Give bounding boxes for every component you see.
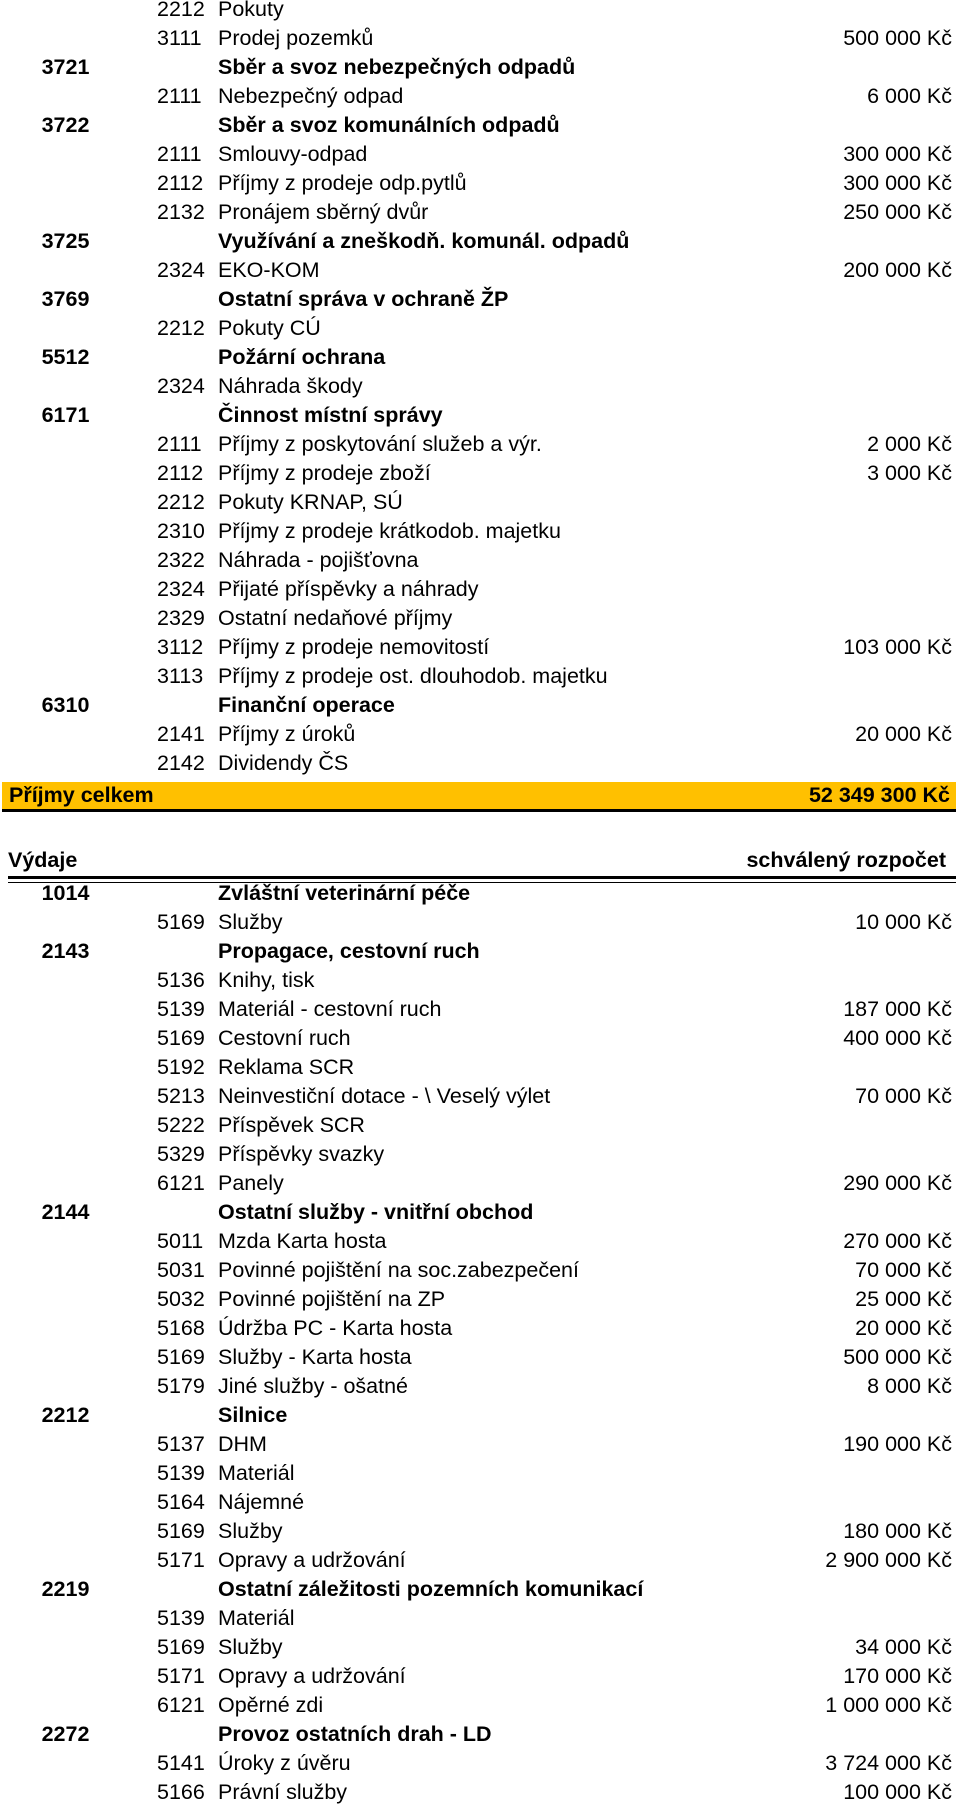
item-label: Dividendy ČS [218,751,349,775]
item-amount: 70 000 Kč [855,1084,952,1108]
item-code: 5329 [157,1142,205,1166]
item-label: Příjmy z prodeje ost. dlouhodob. majetku [218,664,608,688]
item-label: Povinné pojištění na soc.zabezpečení [218,1258,579,1282]
item-code: 5031 [157,1258,205,1282]
line-item [0,198,960,227]
item-label: Úroky z úvěru [218,1751,351,1775]
line-item [0,1082,960,1111]
line-item [0,0,960,24]
item-label: Příjmy z úroků [218,722,356,746]
item-amount: 170 000 Kč [843,1664,952,1688]
item-label: Smlouvy-odpad [218,142,368,166]
item-label: Náhrada škody [218,374,363,398]
section-header [0,1720,960,1749]
section-title: Činnost místní správy [218,403,443,427]
item-code: 2310 [157,519,205,543]
item-code: 2111 [157,432,202,456]
item-label: Nájemné [218,1490,305,1514]
item-code: 5032 [157,1287,205,1311]
line-item [0,430,960,459]
section-header [0,691,960,720]
section-header [0,343,960,372]
item-label: Reklama SCR [218,1055,355,1079]
item-amount: 250 000 Kč [843,200,952,224]
item-amount: 1 000 000 Kč [825,1693,952,1717]
item-code: 2324 [157,258,205,282]
section-code: 6171 [41,403,90,427]
section-title: Ostatní správa v ochraně ŽP [218,287,509,311]
item-code: 5169 [157,1345,205,1369]
item-label: Náhrada - pojišťovna [218,548,419,572]
line-item [0,314,960,343]
section-code: 2143 [41,939,90,963]
item-label: Služby - Karta hosta [218,1345,412,1369]
line-item [0,546,960,575]
item-amount: 190 000 Kč [843,1432,952,1456]
item-label: Příspěvek SCR [218,1113,365,1137]
section-header [0,937,960,966]
item-amount: 70 000 Kč [855,1258,952,1282]
section-header [0,1198,960,1227]
income-total-label: Příjmy celkem [9,783,154,807]
section-code: 3722 [41,113,90,137]
item-code: 5169 [157,1519,205,1543]
line-item [0,372,960,401]
section-title: Finanční operace [218,693,395,717]
item-amount: 20 000 Kč [855,722,952,746]
item-label: EKO-KOM [218,258,320,282]
item-label: Pokuty [218,0,284,21]
item-code: 3111 [157,26,202,50]
section-title: Ostatní záležitosti pozemních komunikací [218,1577,644,1601]
section-code: 1014 [41,881,90,905]
item-code: 2132 [157,200,205,224]
item-amount: 2 900 000 Kč [825,1548,952,1572]
line-item [0,995,960,1024]
line-item [0,1024,960,1053]
item-label: Materiál [218,1606,295,1630]
line-item [0,517,960,546]
section-header [0,879,960,908]
item-code: 5139 [157,997,205,1021]
line-item [0,1459,960,1488]
item-amount: 200 000 Kč [843,258,952,282]
section-header [0,285,960,314]
item-label: Pokuty CÚ [218,316,321,340]
item-code: 5171 [157,1664,205,1688]
item-label: Cestovní ruch [218,1026,351,1050]
line-item [0,604,960,633]
item-label: Prodej pozemků [218,26,374,50]
item-amount: 187 000 Kč [843,997,952,1021]
item-label: Mzda Karta hosta [218,1229,387,1253]
item-code: 2324 [157,577,205,601]
line-item [0,1140,960,1169]
line-item [0,1488,960,1517]
item-amount: 180 000 Kč [843,1519,952,1543]
line-item [0,1691,960,1720]
line-item [0,1662,960,1691]
item-code: 2142 [157,751,205,775]
item-label: DHM [218,1432,267,1456]
item-code: 5166 [157,1780,205,1804]
item-code: 6121 [157,1171,205,1195]
line-item [0,749,960,778]
section-code: 3725 [41,229,90,253]
item-amount: 270 000 Kč [843,1229,952,1253]
item-amount: 500 000 Kč [843,26,952,50]
item-code: 5137 [157,1432,205,1456]
item-code: 3113 [157,664,204,688]
section-code: 2219 [41,1577,90,1601]
item-amount: 3 000 Kč [867,461,952,485]
line-item [0,966,960,995]
line-item [0,662,960,691]
item-label: Údržba PC - Karta hosta [218,1316,453,1340]
line-item [0,24,960,53]
item-code: 5141 [157,1751,205,1775]
item-label: Nebezpečný odpad [218,84,404,108]
item-label: Materiál - cestovní ruch [218,997,442,1021]
item-amount: 2 000 Kč [867,432,952,456]
item-code: 5169 [157,910,205,934]
section-title: Zvláštní veterinární péče [218,881,471,905]
section-title: Využívání a zneškodň. komunál. odpadů [218,229,630,253]
item-code: 6121 [157,1693,205,1717]
item-code: 2112 [157,461,204,485]
item-amount: 300 000 Kč [843,142,952,166]
item-label: Materiál [218,1461,295,1485]
item-code: 5164 [157,1490,205,1514]
item-code: 5213 [157,1084,205,1108]
item-code: 5139 [157,1461,205,1485]
income-total-row [2,782,956,812]
item-label: Přijaté příspěvky a náhrady [218,577,479,601]
section-code: 2144 [41,1200,90,1224]
approved-budget-heading: schválený rozpočet [746,848,946,872]
item-code: 5169 [157,1026,205,1050]
section-code: 5512 [41,345,90,369]
line-item [0,1546,960,1575]
item-code: 5168 [157,1316,205,1340]
item-code: 3112 [157,635,204,659]
line-item [0,256,960,285]
section-code: 2212 [41,1403,90,1427]
line-item [0,720,960,749]
expenses-title: Výdaje [8,848,78,872]
item-amount: 500 000 Kč [843,1345,952,1369]
item-label: Knihy, tisk [218,968,315,992]
line-item [0,1285,960,1314]
item-code: 2212 [157,0,205,21]
section-code: 3769 [41,287,90,311]
item-label: Neinvestiční dotace - \ Veselý výlet [218,1084,551,1108]
item-code: 2329 [157,606,205,630]
line-item [0,1314,960,1343]
item-code: 5011 [157,1229,204,1253]
item-amount: 6 000 Kč [867,84,952,108]
line-item [0,1053,960,1082]
section-code: 6310 [41,693,90,717]
line-item [0,82,960,111]
line-item [0,488,960,517]
line-item [0,1517,960,1546]
section-title: Propagace, cestovní ruch [218,939,480,963]
item-amount: 8 000 Kč [867,1374,952,1398]
item-label: Příjmy z prodeje nemovitostí [218,635,490,659]
section-title: Silnice [218,1403,288,1427]
item-amount: 3 724 000 Kč [825,1751,952,1775]
item-label: Opravy a udržování [218,1548,406,1572]
item-label: Pronájem sběrný dvůr [218,200,429,224]
expenses-header [8,845,956,880]
item-code: 2112 [157,171,204,195]
item-label: Pokuty KRNAP, SÚ [218,490,403,514]
item-code: 2141 [157,722,205,746]
item-label: Služby [218,1519,283,1543]
item-code: 2111 [157,142,202,166]
section-header [0,401,960,430]
line-item [0,1749,960,1778]
line-item [0,1256,960,1285]
item-label: Příjmy z poskytování služeb a výr. [218,432,542,456]
line-item [0,459,960,488]
item-amount: 100 000 Kč [843,1780,952,1804]
item-label: Služby [218,910,283,934]
item-code: 5179 [157,1374,205,1398]
item-code: 5171 [157,1548,205,1572]
section-header [0,1401,960,1430]
line-item [0,1169,960,1198]
item-code: 5169 [157,1635,205,1659]
section-title: Sběr a svoz komunálních odpadů [218,113,560,137]
section-code: 2272 [41,1722,90,1746]
line-item [0,1430,960,1459]
item-code: 5192 [157,1055,205,1079]
section-code: 3721 [41,55,90,79]
item-label: Příjmy z prodeje krátkodob. majetku [218,519,561,543]
item-code: 2322 [157,548,205,572]
item-amount: 400 000 Kč [843,1026,952,1050]
item-code: 5139 [157,1606,205,1630]
item-code: 2111 [157,84,202,108]
line-item [0,1633,960,1662]
item-label: Opravy a udržování [218,1664,406,1688]
line-item [0,1343,960,1372]
item-amount: 300 000 Kč [843,171,952,195]
item-label: Panely [218,1171,284,1195]
line-item [0,1111,960,1140]
section-header [0,1575,960,1604]
section-title: Požární ochrana [218,345,386,369]
line-item [0,1227,960,1256]
section-title: Ostatní služby - vnitřní obchod [218,1200,534,1224]
item-amount: 20 000 Kč [855,1316,952,1340]
item-label: Příjmy z prodeje zboží [218,461,431,485]
item-amount: 25 000 Kč [855,1287,952,1311]
section-header [0,227,960,256]
item-label: Služby [218,1635,283,1659]
item-label: Příspěvky svazky [218,1142,385,1166]
item-amount: 290 000 Kč [843,1171,952,1195]
item-label: Povinné pojištění na ZP [218,1287,446,1311]
item-code: 2324 [157,374,205,398]
income-total-amount: 52 349 300 Kč [808,783,950,807]
item-label: Opěrné zdi [218,1693,324,1717]
line-item [0,633,960,662]
item-code: 2212 [157,316,205,340]
line-item [0,1778,960,1807]
item-amount: 103 000 Kč [843,635,952,659]
line-item [0,908,960,937]
item-amount: 34 000 Kč [855,1635,952,1659]
line-item [0,575,960,604]
item-label: Právní služby [218,1780,348,1804]
section-header [0,53,960,82]
item-code: 5222 [157,1113,205,1137]
item-label: Ostatní nedaňové příjmy [218,606,453,630]
item-code: 5136 [157,968,205,992]
line-item [0,1604,960,1633]
item-label: Příjmy z prodeje odp.pytlů [218,171,467,195]
item-label: Jiné služby - ošatné [218,1374,409,1398]
section-header [0,111,960,140]
section-title: Provoz ostatních drah - LD [218,1722,492,1746]
item-code: 2212 [157,490,205,514]
line-item [0,169,960,198]
line-item [0,1372,960,1401]
item-amount: 10 000 Kč [855,910,952,934]
line-item [0,140,960,169]
section-title: Sběr a svoz nebezpečných odpadů [218,55,576,79]
